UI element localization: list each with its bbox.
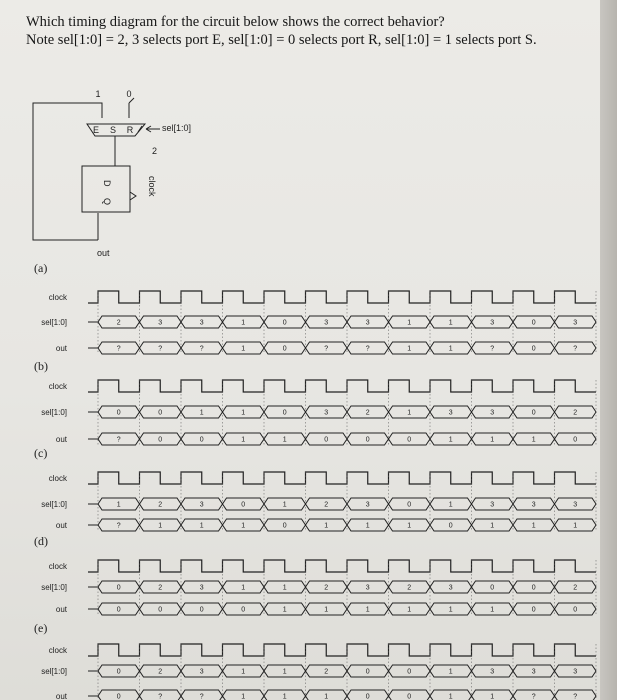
out-value: ? (158, 693, 163, 700)
out-value: 0 (407, 436, 412, 444)
out-value: ? (158, 345, 163, 353)
out-value: 0 (531, 606, 536, 614)
sel-value: 0 (241, 501, 246, 509)
sel-value: 0 (531, 409, 536, 417)
signal-label: sel[1:0] (41, 408, 67, 417)
out-value: ? (199, 693, 204, 700)
out-value: 1 (158, 522, 163, 530)
out-value: 1 (531, 436, 536, 444)
sel-value: 0 (531, 319, 536, 327)
signal-label: clock (48, 293, 67, 302)
out-value: 0 (158, 436, 163, 444)
mux-port-r: R (126, 125, 134, 135)
out-value: 1 (282, 606, 287, 614)
sel-value: 3 (490, 319, 495, 327)
sel-value: 0 (282, 319, 287, 327)
out-value: 0 (448, 522, 453, 530)
out-value: 1 (531, 522, 536, 530)
option-label: (a) (34, 261, 48, 275)
sel-value: 2 (158, 501, 163, 509)
out-value: 1 (407, 522, 412, 530)
sel-value: 3 (573, 319, 578, 327)
option-label: (c) (34, 446, 48, 460)
signal-label: clock (48, 646, 67, 655)
out-value: 0 (241, 606, 246, 614)
sel-value: 2 (324, 584, 329, 592)
sel-value: 0 (116, 668, 121, 676)
out-value: 1 (407, 606, 412, 614)
sel-value: 2 (573, 584, 578, 592)
sel-value: 3 (531, 501, 536, 509)
sel-value: 3 (199, 584, 204, 592)
sel-value: 3 (365, 501, 370, 509)
mux-port-s: S (109, 125, 117, 135)
sel-value: 0 (116, 584, 121, 592)
sel-value: 3 (448, 584, 453, 592)
out-value: 1 (448, 345, 453, 353)
ff-d-label: D (102, 180, 112, 187)
out-value: ? (116, 522, 121, 530)
clock-waveform (88, 380, 596, 392)
out-value: 0 (199, 606, 204, 614)
out-value: 1 (448, 606, 453, 614)
out-value: 1 (241, 522, 246, 530)
sel-value: 3 (490, 668, 495, 676)
sel-value: 1 (407, 319, 412, 327)
sel-value: 0 (407, 668, 412, 676)
bit-label-1: 1 (95, 89, 101, 99)
out-value: ? (573, 693, 578, 700)
sel-value: 0 (407, 501, 412, 509)
out-value: 1 (324, 693, 329, 700)
sel-label: sel[1:0] (162, 123, 192, 133)
sel-value: 3 (158, 319, 163, 327)
out-value: 1 (448, 693, 453, 700)
question-note: Note sel[1:0] = 2, 3 selects port E, sel[1:0] = 0 selects port R, sel[1:0] = 1 selects port S. (26, 32, 537, 48)
bus-width-label: 2 (152, 146, 158, 156)
out-value: 1 (407, 345, 412, 353)
out-value: 1 (573, 522, 578, 530)
mux-port-e: E (92, 125, 100, 135)
out-value: ? (490, 345, 495, 353)
sel-value: 3 (365, 319, 370, 327)
out-value: ? (573, 345, 578, 353)
out-value: 0 (407, 693, 412, 700)
out-value: ? (324, 345, 329, 353)
sel-value: 2 (324, 501, 329, 509)
sel-value: 3 (573, 668, 578, 676)
out-value: 1 (490, 436, 495, 444)
out-value: 0 (158, 606, 163, 614)
sel-value: 1 (282, 584, 287, 592)
out-value: 1 (241, 436, 246, 444)
sel-value: 1 (282, 501, 287, 509)
ff-q-label: Q (102, 198, 112, 206)
signal-label: sel[1:0] (41, 500, 67, 509)
option-label: (d) (34, 534, 48, 548)
sel-value: 0 (282, 409, 287, 417)
out-value: 1 (490, 693, 495, 700)
out-value: ? (116, 436, 121, 444)
clock-waveform (88, 560, 596, 572)
sel-value: 3 (531, 668, 536, 676)
out-value: 0 (573, 436, 578, 444)
out-value: 0 (282, 522, 287, 530)
sel-value: 3 (324, 319, 329, 327)
signal-label: out (55, 521, 67, 530)
sel-value: 3 (199, 319, 204, 327)
ff-clock-label: clock (147, 176, 157, 197)
out-value: 1 (448, 436, 453, 444)
sel-value: 0 (490, 584, 495, 592)
clock-waveform (88, 291, 596, 303)
sel-value: 1 (448, 668, 453, 676)
sel-value: 0 (365, 668, 370, 676)
sel-value: 1 (282, 668, 287, 676)
out-value: 0 (573, 606, 578, 614)
sel-value: 1 (448, 501, 453, 509)
sel-value: 3 (490, 409, 495, 417)
sel-value: 3 (365, 584, 370, 592)
signal-label: sel[1:0] (41, 583, 67, 592)
signal-label: out (55, 344, 67, 353)
out-value: 1 (365, 606, 370, 614)
out-value: 0 (116, 606, 121, 614)
question-text: Which timing diagram for the circuit below shows the correct behavior? (26, 14, 445, 30)
sel-value: 1 (448, 319, 453, 327)
out-value: ? (531, 693, 536, 700)
signal-label: out (55, 692, 67, 700)
signal-label: sel[1:0] (41, 667, 67, 676)
sel-value: 3 (448, 409, 453, 417)
sel-value: 1 (241, 409, 246, 417)
sel-value: 1 (407, 409, 412, 417)
out-value: 0 (282, 345, 287, 353)
sel-value: 2 (158, 668, 163, 676)
signal-label: sel[1:0] (41, 318, 67, 327)
out-value: 1 (490, 606, 495, 614)
out-value: 0 (531, 345, 536, 353)
out-value: 0 (324, 436, 329, 444)
out-value: 0 (365, 436, 370, 444)
signal-label: out (55, 435, 67, 444)
sel-value: 2 (407, 584, 412, 592)
out-value: 0 (199, 436, 204, 444)
out-value: 1 (324, 606, 329, 614)
out-value: 1 (241, 693, 246, 700)
sel-value: 2 (116, 319, 121, 327)
sel-value: 1 (116, 501, 121, 509)
sel-value: 2 (158, 584, 163, 592)
sel-value: 0 (116, 409, 121, 417)
clock-waveform (88, 644, 596, 656)
signal-label: out (55, 605, 67, 614)
out-value: 1 (490, 522, 495, 530)
signal-label: clock (48, 562, 67, 571)
out-value: 1 (241, 345, 246, 353)
option-label: (e) (34, 621, 48, 635)
out-value: 0 (116, 693, 121, 700)
bit-label-0: 0 (126, 89, 132, 99)
out-value: ? (199, 345, 204, 353)
signal-label: clock (48, 474, 67, 483)
out-value: 1 (324, 522, 329, 530)
out-value: 1 (365, 522, 370, 530)
out-value: 1 (199, 522, 204, 530)
sel-value: 0 (531, 584, 536, 592)
clock-waveform (88, 472, 596, 484)
sel-value: 2 (324, 668, 329, 676)
sel-value: 3 (199, 501, 204, 509)
out-value: 0 (365, 693, 370, 700)
sel-value: 1 (241, 319, 246, 327)
sel-value: 2 (365, 409, 370, 417)
out-value: ? (116, 345, 121, 353)
out-value: 1 (282, 693, 287, 700)
sel-value: 1 (241, 584, 246, 592)
sel-value: 1 (199, 409, 204, 417)
sel-value: 3 (573, 501, 578, 509)
sel-value: 3 (490, 501, 495, 509)
out-value: 1 (282, 436, 287, 444)
sel-value: 3 (324, 409, 329, 417)
out-value: ? (365, 345, 370, 353)
out-label: out (97, 248, 110, 258)
signal-label: clock (48, 382, 67, 391)
sel-value: 0 (158, 409, 163, 417)
sel-value: 2 (573, 409, 578, 417)
option-label: (b) (34, 359, 48, 373)
sel-value: 1 (241, 668, 246, 676)
sel-value: 3 (199, 668, 204, 676)
